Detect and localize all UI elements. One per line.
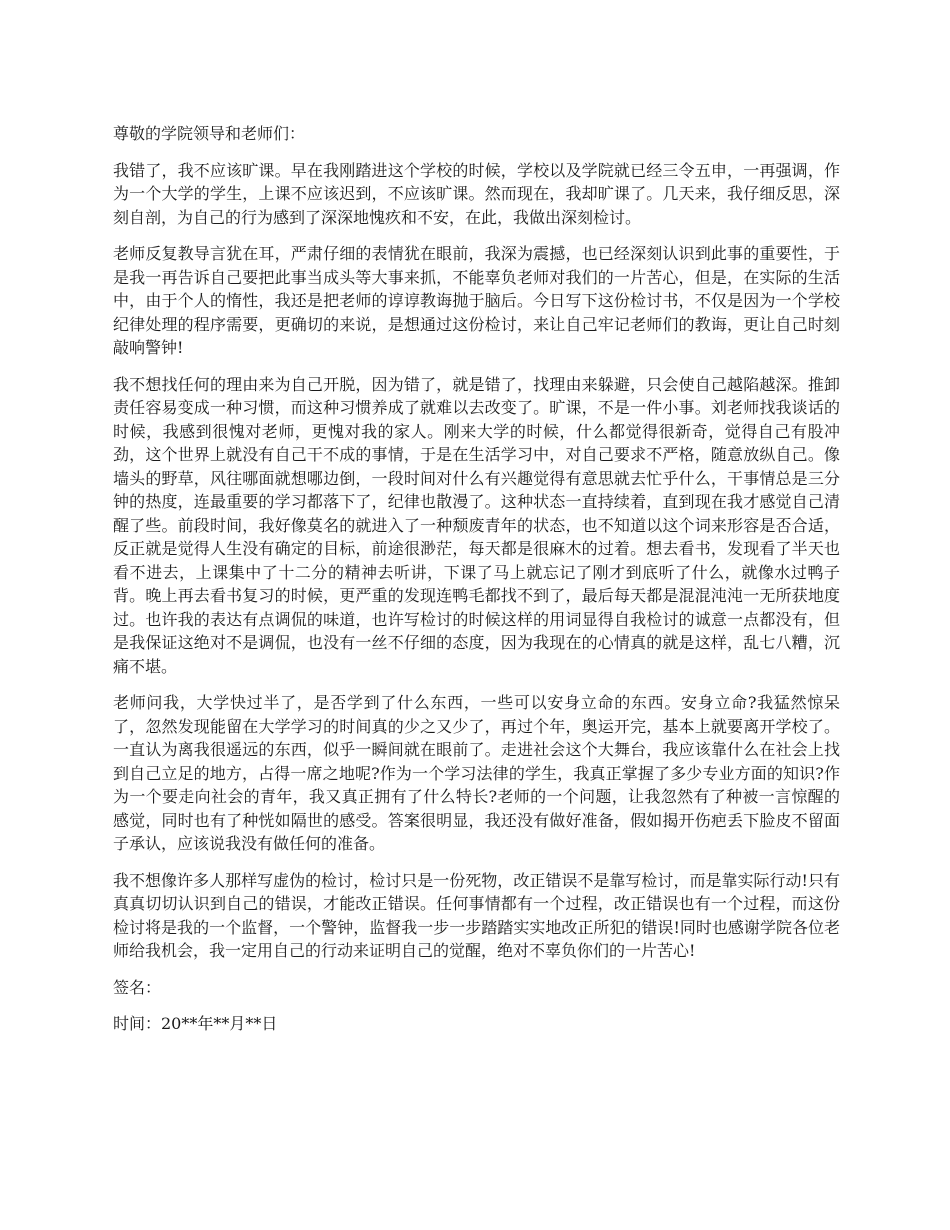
signature-line: 签名：: [113, 977, 162, 997]
body-paragraph-1: 我错了，我不应该旷课。早在我刚踏进这个学校的时候，学校以及学院就已经三令五申，一再强调，作为一个大学的学生，上课不应该迟到，不应该旷课。然而现在，我却旷课了。几天来，我仔细反思，深刻自剖，为自己的行为感到了深深地愧疚和不安，在此，我做出深刻检讨。: [113, 160, 840, 227]
body-paragraph-4: 老师问我，大学快过半了，是否学到了什么东西，一些可以安身立命的东西。安身立命?我猛然惊呆了，忽然发现能留在大学学习的时间真的少之又少了，再过个年，奥运开完，基本上就要离开学校了。一直认为离我很遥远的东西，似乎一瞬间就在眼前了。走进社会这个大舞台，我应该靠什么在社会上找到自己立足的地方，占得一席之地呢?作为一个学习法律的学生，我真正掌握了多少专业方面的知识?作为一个要走向社会的青年，我又真正拥有了什么特长?老师的一个问题，让我忽然有了种被一言惊醒的感觉，同时也有了种恍如隔世的感受。答案很明显，我还没有做好准备，假如揭开伤疤丢下脸皮不留面子承认，应该说我没有做任何的准备。: [113, 693, 840, 853]
salutation: 尊敬的学院领导和老师们：: [113, 124, 306, 143]
body-paragraph-5: 我不想像许多人那样写虚伪的检讨，检讨只是一份死物，改正错误不是靠写检讨，而是靠实际行动!只有真真切切认识到自己的错误，才能改正错误。任何事情都有一个过程，改正错误也有一个过程，而这份检讨将是我的一个监督，一个警钟，监督我一步一步踏踏实实地改正所犯的错误!同时也感谢学院各位老师给我机会，我一定用自己的行动来证明自己的觉醒，绝对不辜负你们的一片苦心!: [113, 870, 840, 960]
date-line: 时间：20**年**月**日: [113, 1014, 278, 1033]
body-paragraph-3: 我不想找任何的理由来为自己开脱，因为错了，就是错了，找理由来躲避，只会使自己越陷越深。推卸责任容易变成一种习惯，而这种习惯养成了就难以去改变了。旷课，不是一件小事。刘老师找我谈话的时候，我感到很愧对老师，更愧对我的家人。刚来大学的时候，什么都觉得很新奇，觉得自己有股冲劲，这个世界上就没有自己干不成的事情，于是在生活学习中，对自己要求不严格，随意放纵自己。像墙头的野草，风往哪面就想哪边倒，一段时间对什么有兴趣觉得有意思就去忙乎什么，干事情总是三分钟的热度，连最重要的学习都落下了，纪律也散漫了。这种状态一直持续着，直到现在我才感觉自己清醒了些。前段时间，我好像莫名的就进入了一种颓废青年的状态，也不知道以这个词来形容是否合适，反正就是觉得人生没有确定的目标，前途很渺茫，每天都是很麻木的过着。想去看书，发现看了半天也看不进去，上课集中了十二分的精神去听讲，下课了马上就忘记了刚才到底听了什么，就像水过鸭子背。晚上再去看书复习的时候，更严重的发现连鸭毛都找不到了，最后每天都是混混沌沌一无所获地度过。也许我的表达有点调侃的味道，也许写检讨的时候这样的用词显得自我检讨的诚意一点都没有，但是我保证这绝对不是调侃，也没有一丝不仔细的态度，因为我现在的心情真的就是这样，乱七八糟，沉痛不堪。: [113, 374, 840, 676]
body-paragraph-2: 老师反复教导言犹在耳，严肃仔细的表情犹在眼前，我深为震撼，也已经深刻认识到此事的重要性，于是我一再告诉自己要把此事当成头等大事来抓，不能辜负老师对我们的一片苦心，但是，在实际的生活中，由于个人的惰性，我还是把老师的谆谆教诲抛于脑后。今日写下这份检讨书，不仅是因为一个学校纪律处理的程序需要，更确切的来说，是想通过这份检讨，来让自己牢记老师们的教诲，更让自己时刻敲响警钟!: [113, 244, 840, 357]
document-page: [113, 122, 840, 1049]
